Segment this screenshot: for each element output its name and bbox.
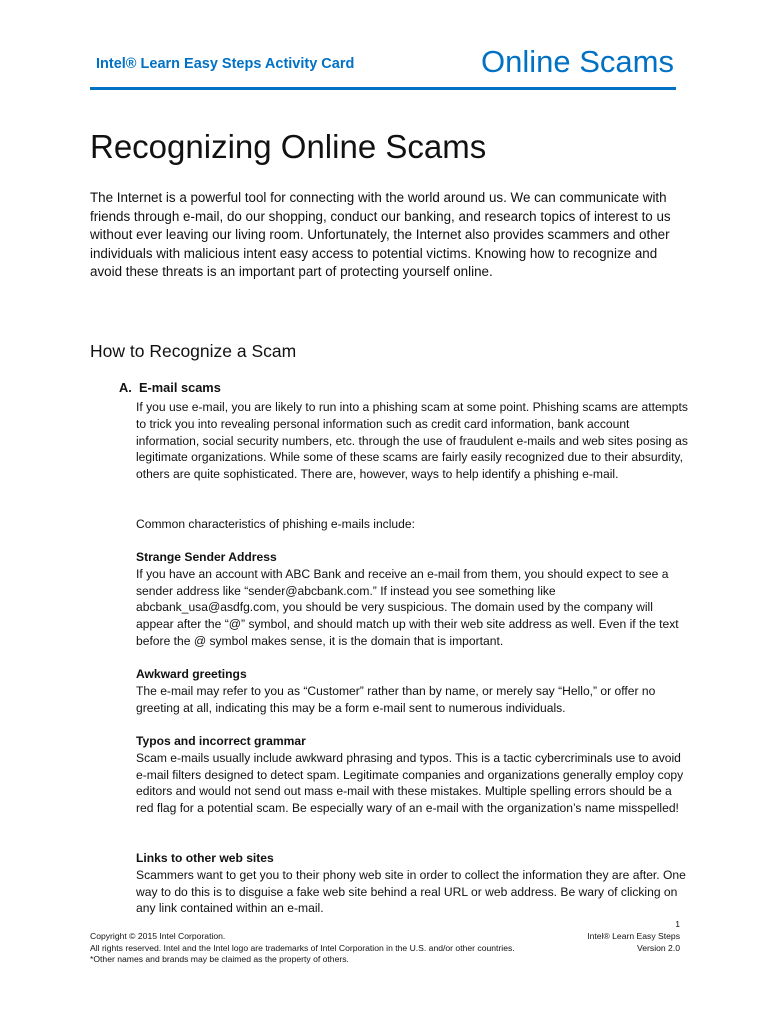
footer-other-names: *Other names and brands may be claimed as the property of others. xyxy=(90,954,349,964)
footer-legal xyxy=(90,931,515,966)
item-heading: Awkward greetings xyxy=(136,667,247,681)
item-heading: Strange Sender Address xyxy=(136,550,277,564)
footer-rights: All rights reserved. Intel and the Intel logo are trademarks of Intel Corporation in the U.S. and/or other countries. xyxy=(90,942,515,953)
paragraph: Common characteristics of phishing e-mails include: xyxy=(136,517,415,531)
intro-paragraph: The Internet is a powerful tool for connecting with the world around us. We can communicate with friends through e-mail, do our shopping, conduct our banking, and research topics of interest to us without ever leaving our living room. Unfortunately, the Internet also provides scammers and other individuals with malicious intent easy access to potential victims. Knowing how to recognize and avoid these threats is an important part of protecting yourself online. xyxy=(90,190,671,279)
email-scams-intro xyxy=(136,399,688,483)
subsection-letter: A. xyxy=(119,380,132,395)
item-strange-sender xyxy=(136,549,688,650)
header-divider xyxy=(90,87,676,90)
item-text: If you have an account with ABC Bank and receive an e-mail from them, you should expect to see a sender address like “sender@abcbank.com.” If instead you see something like abcbank_usa@asdfg.com, you should be very suspicious. The domain used by the company will appear after the “@” symbol, and should match up with their web site address as well. Even if the text before the @ symbol makes sense, it is the domain that is important. xyxy=(136,566,679,648)
footer-page-info xyxy=(587,918,680,954)
subsection-heading xyxy=(119,380,221,395)
item-heading: Links to other web sites xyxy=(136,851,274,865)
paragraph: If you use e-mail, you are likely to run into a phishing scam at some point. Phishing scams are attempts to trick you into revealing personal information such as credit card information, bank account information, social security numbers, etc. through the use of fraudulent e-mails and web sites posing as legitimate organizations. While some of these scams are fairly easily recognized due to their absurdity, others are quite sophisticated. There are, however, ways to help identify a phishing e-mail. xyxy=(136,400,688,482)
item-awkward-greetings xyxy=(136,666,688,716)
section-heading: How to Recognize a Scam xyxy=(90,341,297,361)
subsection-title: E-mail scams xyxy=(139,380,221,395)
item-text: Scam e-mails usually include awkward phrasing and typos. This is a tactic cybercriminals use to avoid e-mail filters designed to detect spam. Legitimate companies and organizations generally employ copy editors and would not send out mass e-mail with these mistakes. Multiple spelling errors should be a red flag for a potential scam. Be especially wary of an e-mail with the organization’s name misspelled! xyxy=(136,750,684,816)
page-title: Recognizing Online Scams xyxy=(90,128,487,165)
item-links xyxy=(136,850,688,917)
item-text: Scammers want to get you to their phony web site in order to collect the information they are after. One way to do this is to disguise a fake web site behind a real URL or web address. Be wary of clicking on any link contained within an e-mail. xyxy=(136,867,686,916)
item-text: The e-mail may refer to you as “Customer” rather than by name, or merely say “Hello,” or offer no greeting at all, indicating this may be a form e-mail sent to numerous individuals. xyxy=(136,683,656,715)
header-topic-title: Online Scams xyxy=(481,44,674,79)
footer-copyright: Copyright © 2015 Intel Corporation. xyxy=(90,931,226,941)
item-heading: Typos and incorrect grammar xyxy=(136,734,306,748)
page-number: 1 xyxy=(675,919,680,929)
footer-version: Version 2.0 xyxy=(637,943,680,953)
footer-brand: Intel® Learn Easy Steps xyxy=(587,931,680,941)
characteristics-lead xyxy=(136,516,688,533)
item-typos-grammar xyxy=(136,733,688,817)
header-card-label: Intel® Learn Easy Steps Activity Card xyxy=(96,56,355,72)
